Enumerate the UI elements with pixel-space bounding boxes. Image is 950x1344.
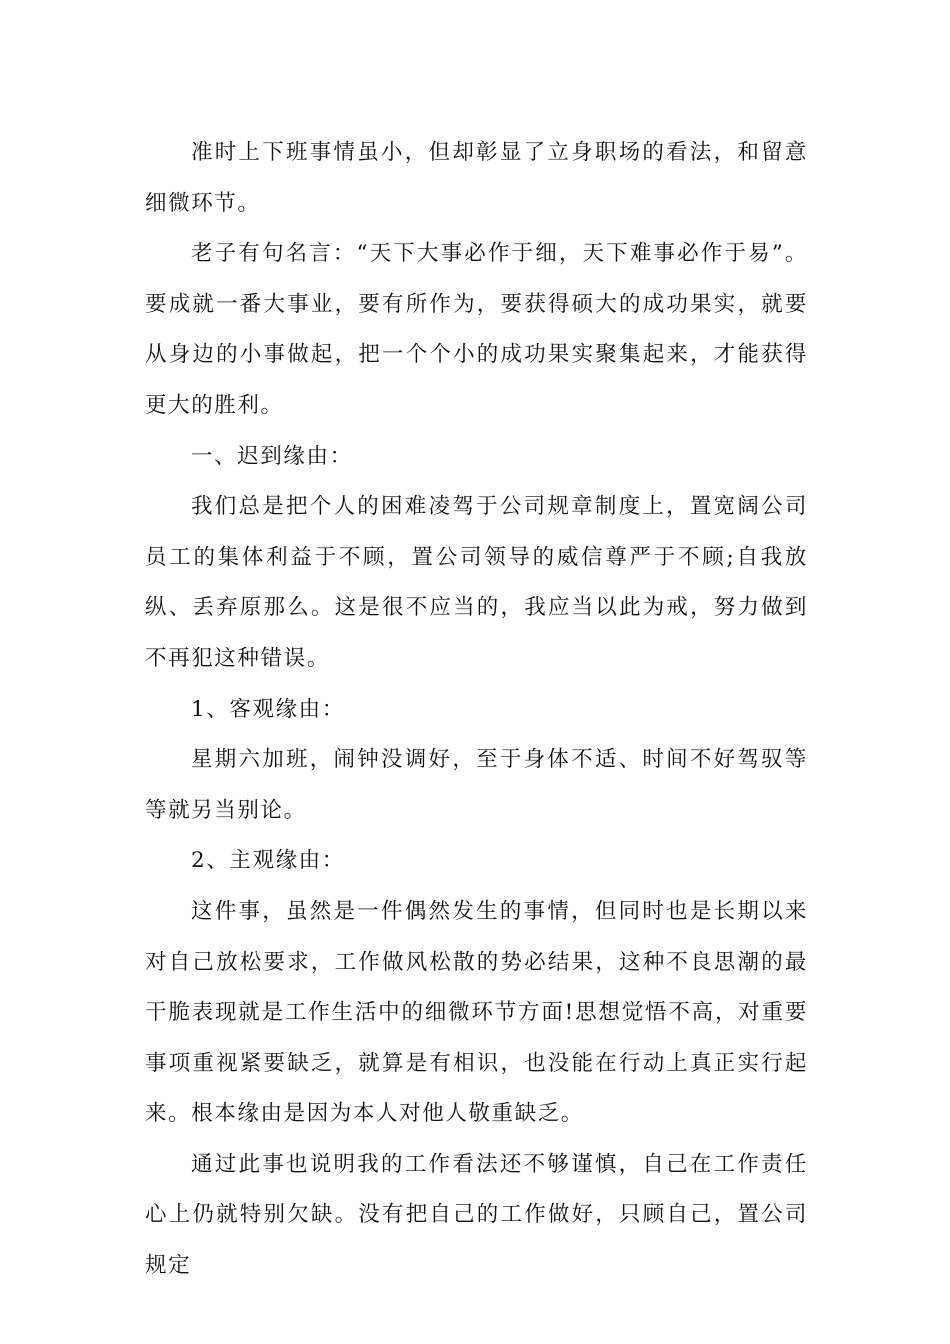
paragraph: 我们总是把个人的困难凌驾于公司规章制度上，置宽阔公司员工的集体利益于不顾，置公司领导的威信尊严于不顾;自我放纵、丢弃原那么。这是很不应当的，我应当以此为戒，努力做到不再犯这种错误。 [145, 494, 808, 671]
section-heading: 一、迟到缘由： [191, 443, 353, 469]
subsection-heading: 1、客观缘由： [191, 696, 345, 722]
paragraph: 这件事，虽然是一件偶然发生的事情，但同时也是长期以来对自己放松要求，工作做风松散的势必结果，这种不良思潮的最干脆表现就是工作生活中的细微环节方面!思想觉悟不高，对重要事项重视紧要缺乏，就算是有相识，也没能在行动上真正实行起来。根本缘由是因为本人对他人敬重缺乏。 [145, 898, 808, 1127]
paragraph: 准时上下班事情虽小，但却彰显了立身职场的看法，和留意细微环节。 [145, 140, 808, 216]
paragraph: 星期六加班，闹钟没调好，至于身体不适、时间不好驾驭等等就另当别论。 [145, 747, 808, 823]
subsection-heading: 2、主观缘由： [191, 848, 345, 874]
paragraph: 老子有句名言：“天下大事必作于细，天下难事必作于易”。要成就一番大事业，要有所作为，要获得硕大的成功果实，就要从身边的小事做起，把一个个小的成功果实聚集起来，才能获得更大的胜利。 [145, 241, 808, 418]
paragraph: 通过此事也说明我的工作看法还不够谨慎，自己在工作责任心上仍就特别欠缺。没有把自己的工作做好，只顾自己，置公司规定 [145, 1151, 808, 1279]
